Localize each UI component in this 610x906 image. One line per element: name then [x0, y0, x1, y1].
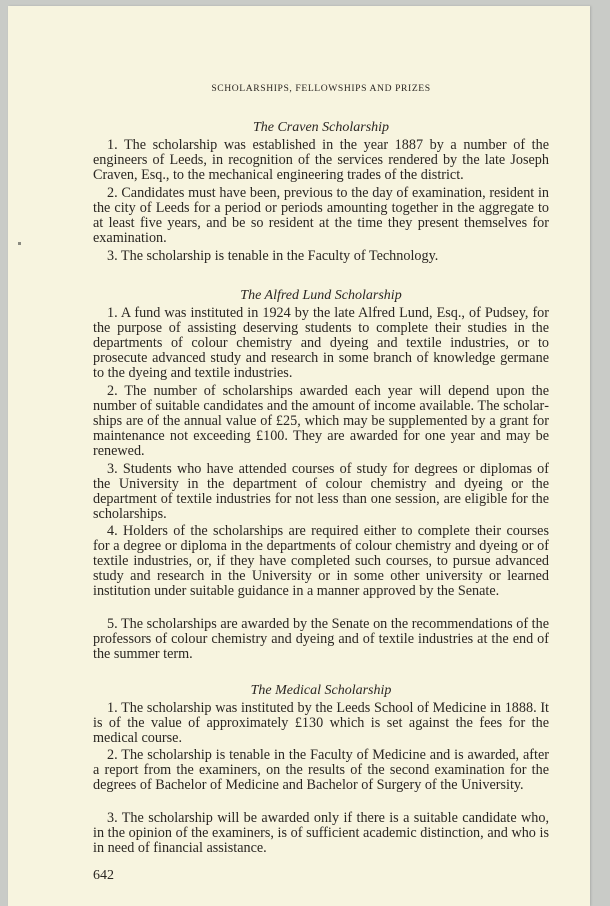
medical-paragraph-1: 1. The scholarship was instituted by the Leeds School of Medicine in 1888. It is of the value of approximately £130 which is set against the fees for the medical course.	[93, 700, 549, 747]
alfred-lund-paragraph-4: 4. Holders of the scholarships are required either to complete their courses for a degree or diploma in the departments of colour chemistry and dyeing or of textile industries, or, if they have completed such courses, to pursue advanced study and research in the University or in some other university or learned institution under suitable guidance in a manner approved by the Senate.	[93, 523, 549, 600]
document-page	[8, 6, 590, 906]
section-title-craven: The Craven Scholarship	[252, 120, 390, 135]
craven-paragraph-1: 1. The scholarship was established in the year 1887 by a number of the engineers of Leeds, in recognition of the services rendered by the late Joseph Craven, Esq., to the mechanical engineering trades of the district.	[93, 137, 549, 184]
alfred-lund-paragraph-5: 5. The scholarships are awarded by the Senate on the recommendations of the professors of colour chemistry and dyeing and of textile industries at the end of the summer term.	[93, 616, 549, 663]
page-number: 642	[93, 868, 114, 883]
section-title-alfred-lund: The Alfred Lund Scholarship	[240, 288, 402, 303]
craven-paragraph-3: 3. The scholarship is tenable in the Faculty of Technology.	[107, 248, 439, 264]
alfred-lund-paragraph-3: 3. Students who have attended courses of study for degrees or diplomas of the University in the department of colour chemistry and dyeing or the department of textile industries for not less than one session, are eligible for the scholarships.	[93, 461, 549, 523]
section-title-medical: The Medical Scholarship	[250, 683, 392, 698]
paper-speck	[18, 242, 21, 245]
medical-paragraph-2: 2. The scholarship is tenable in the Faculty of Medicine and is awarded, after a report from the examiners, on the results of the second examination for the degrees of Bachelor of Medicine and Bachelor of Surgery of the University.	[93, 747, 549, 794]
medical-paragraph-3: 3. The scholarship will be awarded only if there is a suitable candidate who, in the opinion of the examiners, is of sufficient academic distinction, and who is in need of financial assistance.	[93, 810, 549, 857]
alfred-lund-paragraph-1: 1. A fund was instituted in 1924 by the late Alfred Lund, Esq., of Pudsey, for the purpose of assisting deserving students to complete their studies in the departments of colour chemistry and dyeing and textile industries, or to prosecute advanced study and research in some branch of knowledge germane to the dyeing and textile industries.	[93, 305, 549, 382]
alfred-lund-paragraph-2: 2. The number of scholarships awarded each year will depend upon the number of suitable candidates and the amount of income available. The scholarships are of the annual value of £25, which may be supplemented by a grant for maintenance not exceeding £100. They are awarded for one year and may be renewed.	[93, 383, 549, 460]
running-head: SCHOLARSHIPS, FELLOWSHIPS AND PRIZES	[211, 83, 431, 94]
craven-paragraph-2: 2. Candidates must have been, previous to the day of examination, resident in the city of Leeds for a period or periods amounting together in the aggregate to at least five years, and be so resident at the time they present themselves for examination.	[93, 185, 549, 247]
